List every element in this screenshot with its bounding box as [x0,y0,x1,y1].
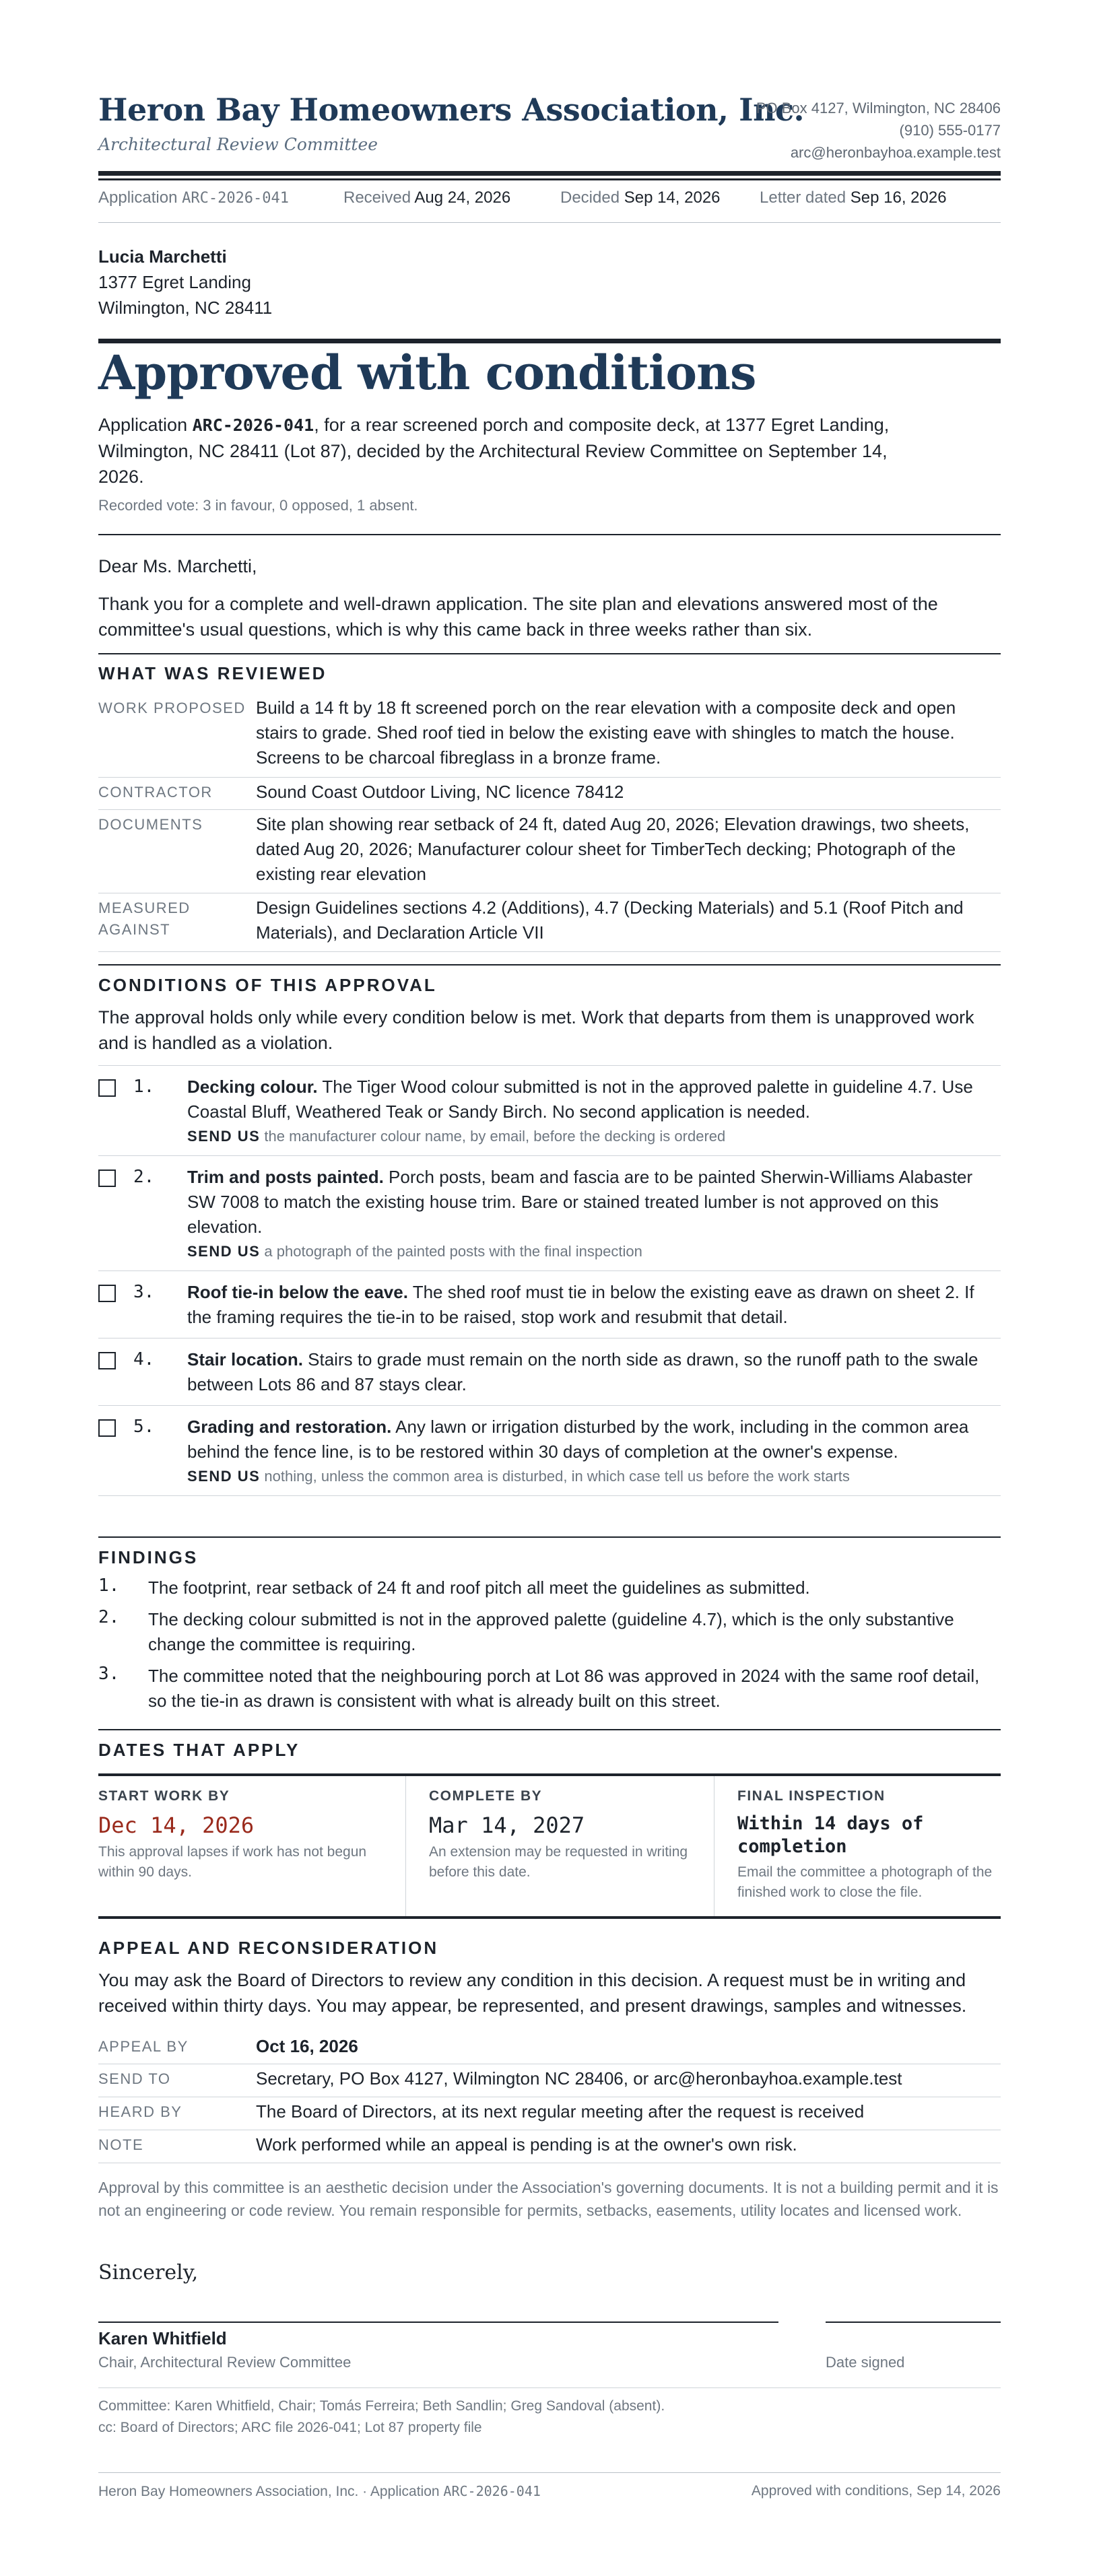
appeal-value: Oct 16, 2026 [256,2036,358,2056]
conditions-intro: The approval holds only while every condition below is met. Work that departs from them is unapproved work and is handled as a violation. [98,1007,974,1053]
meta-application: Application ARC-2026-041 [98,189,290,207]
appeal-row [98,2130,1001,2163]
date-complete-value: Mar 14, 2027 [429,1812,585,1838]
recipient-name: Lucia Marchetti [98,246,227,267]
appeal-value: The Board of Directors, at its next regular meeting after the request is received [256,2101,865,2122]
signer-name: Karen Whitfield [98,2328,227,2348]
reviewed-heading: WHAT WAS REVIEWED [98,663,327,683]
committee-line: Committee: Karen Whitfield, Chair; Tomás Ferreira; Beth Sandlin; Greg Sandoval (absent). [98,2398,665,2414]
meta-rule [98,222,1001,223]
date-start-value: Dec 14, 2026 [98,1812,255,1838]
reviewed-value: Build a 14 ft by 18 ft screened porch on the rear elevation with a composite deck and open stairs to grade. Shed roof tied in below the existing eave with shingles to match the house. Screens to be charcoal fibreglass in a bronze frame. [256,698,956,768]
reviewed-key: MEASURED AGAINST [98,900,191,938]
decision-code: ARC-2026-041 [192,415,314,435]
decision-summary: Application ARC-2026-041, for a rear screened porch and composite deck, at 1377 Egret Landing, Wilmington, NC 28411 (Lot 87), decided by the Architectural Review Committee on September 14, 2026. [98,415,890,487]
appeal-key: NOTE [98,2136,144,2153]
appeal-heading: APPEAL AND RECONSIDERATION [98,1938,439,1958]
finding-text: The footprint, rear setback of 24 ft and roof pitch all meet the guidelines as submitted. [148,1578,810,1598]
letterhead [98,92,1001,166]
appeal-key: HEARD BY [98,2103,182,2120]
committee-name: Architectural Review Committee [98,135,378,154]
appeal-value: Work performed while an appeal is pending is at the owner's own risk. [256,2134,797,2155]
footer-code: ARC-2026-041 [443,2483,541,2499]
contact-email[interactable]: arc@heronbayhoa.example.test [790,144,1001,161]
appeal-key: SEND TO [98,2070,171,2087]
decision-rule [98,339,1001,343]
footer-right: Approved with conditions, Sep 14, 2026 [751,2483,1001,2499]
contact-address: PO Box 4127, Wilmington, NC 28406 [756,100,1001,116]
reviewed-row-measured [98,893,1001,952]
recipient-address [98,244,272,320]
condition-item [98,1065,1001,1155]
finding-text: The decking colour submitted is not in the approved palette (guideline 4.7), which is the only substantive change the committee is requiring. [148,1609,954,1654]
committee-members [98,2396,1001,2439]
appeal-key: APPEAL BY [98,2038,189,2055]
appeal-row [98,2097,1001,2130]
reviewed-row-documents [98,810,1001,893]
meta-decided: Decided Sep 14, 2026 [560,189,721,207]
condition-text: Roof tie-in below the eave. The shed roof must tie in below the existing eave as drawn on sheet 2. If the framing requires the tie-in to be raised, stop work and resubmit that detail. [187,1282,974,1327]
condition-checkbox[interactable] [98,1079,116,1097]
conditions-heading: CONDITIONS OF THIS APPROVAL [98,975,437,995]
date-complete-note: An extension may be requested in writing before this date. [429,1844,688,1880]
meta-received: Received Aug 24, 2026 [343,189,511,207]
finding-number: 1. [98,1575,120,1596]
appeal-intro: You may ask the Board of Directors to review any condition in this decision. A request must be in writing and received within thirty days. You may appear, be represented, and present drawings, samples and witnesses. [98,1970,967,2016]
date-start [98,1776,405,1916]
finding-number: 3. [98,1664,120,1684]
reviewed-value: Site plan showing rear setback of 24 ft, dated Aug 20, 2026; Elevation drawings, two sheets, dated Aug 20, 2026; Manufacturer colour sheet for TimberTech decking; Photograph of the existing rear elevation [256,814,970,884]
reviewed-key: CONTRACTOR [98,784,213,801]
reviewed-key: DOCUMENTS [98,816,203,833]
header-double-rule [98,171,1001,185]
condition-item [98,1405,1001,1496]
condition-number: 1. [133,1077,155,1097]
finding-item [98,1664,1001,1714]
finding-number: 2. [98,1607,120,1627]
condition-checkbox[interactable] [98,1170,116,1187]
signer-role: Chair, Architectural Review Committee [98,2354,352,2371]
recorded-vote: Recorded vote: 3 in favour, 0 opposed, 1 absent. [98,497,418,514]
date-complete [405,1776,714,1916]
condition-text: Trim and posts painted. Porch posts, beam and fascia are to be painted Sherwin-Williams Alabaster SW 7008 to match the existing house trim. Bare or stained treated lumber is not approved on this elevation. [187,1167,973,1237]
condition-item [98,1270,1001,1338]
condition-checkbox[interactable] [98,1419,116,1437]
reviewed-value: Design Guidelines sections 4.2 (Additions), 4.7 (Decking Materials) and 5.1 (Roof Pitch and Materials), and Declaration Article VII [256,897,964,943]
reviewed-value: Sound Coast Outdoor Living, NC licence 78412 [256,782,624,802]
reviewed-rule [98,653,1001,654]
reviewed-row-contractor [98,778,1001,810]
finding-text: The committee noted that the neighbouring porch at Lot 86 was approved in 2024 with the same roof detail, so the tie-in as drawn is consistent with what is already built on this street. [148,1666,980,1711]
condition-number: 2. [133,1167,155,1187]
finding-item [98,1575,1001,1600]
appeal-row [98,2032,1001,2064]
footer [98,2483,1001,2500]
condition-text: Stair location. Stairs to grade must remain on the north side as drawn, so the runoff path to the swale between Lots 86 and 87 stays clear. [187,1349,978,1394]
cc-line: cc: Board of Directors; ARC file 2026-041; Lot 87 property file [98,2420,482,2435]
date-final [714,1776,1001,1916]
condition-number: 3. [133,1282,155,1302]
condition-number: 4. [133,1349,155,1369]
date-final-label: FINAL INSPECTION [737,1788,886,1804]
condition-send: SEND US the manufacturer colour name, by email, before the decking is ordered [187,1128,726,1145]
appeal-table [98,2032,1001,2163]
org-name: Heron Bay Homeowners Association, Inc. [98,92,805,128]
findings-rule [98,1536,1001,1538]
footer-rule [98,2472,1001,2473]
reviewed-row-work [98,693,1001,778]
dates-grid [98,1773,1001,1919]
conditions-list [98,1065,1001,1496]
date-signed-label: Date signed [826,2354,905,2371]
signature-line [98,2321,778,2323]
appeal-row [98,2064,1001,2097]
condition-text: Grading and restoration. Any lawn or irrigation disturbed by the work, including in the common area behind the fence line, is to be restored within 30 days of completion at the owner's expense. [187,1417,969,1462]
conditions-rule [98,964,1001,965]
contact-block [756,97,1001,164]
section-rule [98,534,1001,535]
findings-list [98,1575,1001,1720]
condition-checkbox[interactable] [98,1285,116,1302]
condition-checkbox[interactable] [98,1352,116,1369]
reviewed-key: WORK PROPOSED [98,700,246,716]
date-complete-label: COMPLETE BY [429,1788,543,1804]
dates-heading: DATES THAT APPLY [98,1740,300,1760]
application-code: ARC-2026-041 [182,190,290,207]
date-final-note: Email the committee a photograph of the finished work to close the file. [737,1864,993,1900]
contact-phone: (910) 555-0177 [899,122,1001,139]
date-start-label: START WORK BY [98,1788,230,1804]
recipient-city: Wilmington, NC 28411 [98,298,273,318]
finding-item [98,1607,1001,1657]
date-final-value: Within 14 days of completion [737,1813,924,1857]
footer-left: Heron Bay Homeowners Association, Inc. · Application ARC-2026-041 [98,2483,541,2499]
appeal-value: Secretary, PO Box 4127, Wilmington NC 28406, or arc@heronbayhoa.example.test [256,2068,902,2089]
condition-item [98,1338,1001,1405]
condition-item [98,1155,1001,1270]
meta-letter-dated: Letter dated Sep 16, 2026 [760,189,947,207]
reviewed-table [98,693,1001,952]
salutation: Dear Ms. Marchetti, [98,556,257,576]
opening-paragraph: Thank you for a complete and well-drawn application. The site plan and elevations answered most of the committee's usual questions, which is why this came back in three weeks rather than six. [98,594,938,640]
date-line [826,2321,1001,2323]
date-start-note: This approval lapses if work has not begun within 90 days. [98,1844,367,1880]
recipient-street: 1377 Egret Landing [98,272,251,292]
condition-number: 5. [133,1417,155,1437]
decision-title: Approved with conditions [98,345,756,401]
dates-rule [98,1729,1001,1730]
condition-send: SEND US a photograph of the painted posts with the final inspection [187,1243,642,1260]
condition-text: Decking colour. The Tiger Wood colour submitted is not in the approved palette in guideline 4.7. Use Coastal Bluff, Weathered Teak or Sandy Birch. No second application is needed. [187,1077,973,1122]
committee-rule [98,2387,1001,2388]
findings-heading: FINDINGS [98,1547,199,1567]
disclaimer: Approval by this committee is an aesthetic decision under the Association's governing documents. It is not a building permit and it is not an engineering or code review. You remain responsible for permits, setbacks, easements, utility locates and licensed work. [98,2179,999,2219]
condition-send: SEND US nothing, unless the common area is disturbed, in which case tell us before the work starts [187,1468,850,1485]
sign-off: Sincerely, [98,2261,199,2284]
